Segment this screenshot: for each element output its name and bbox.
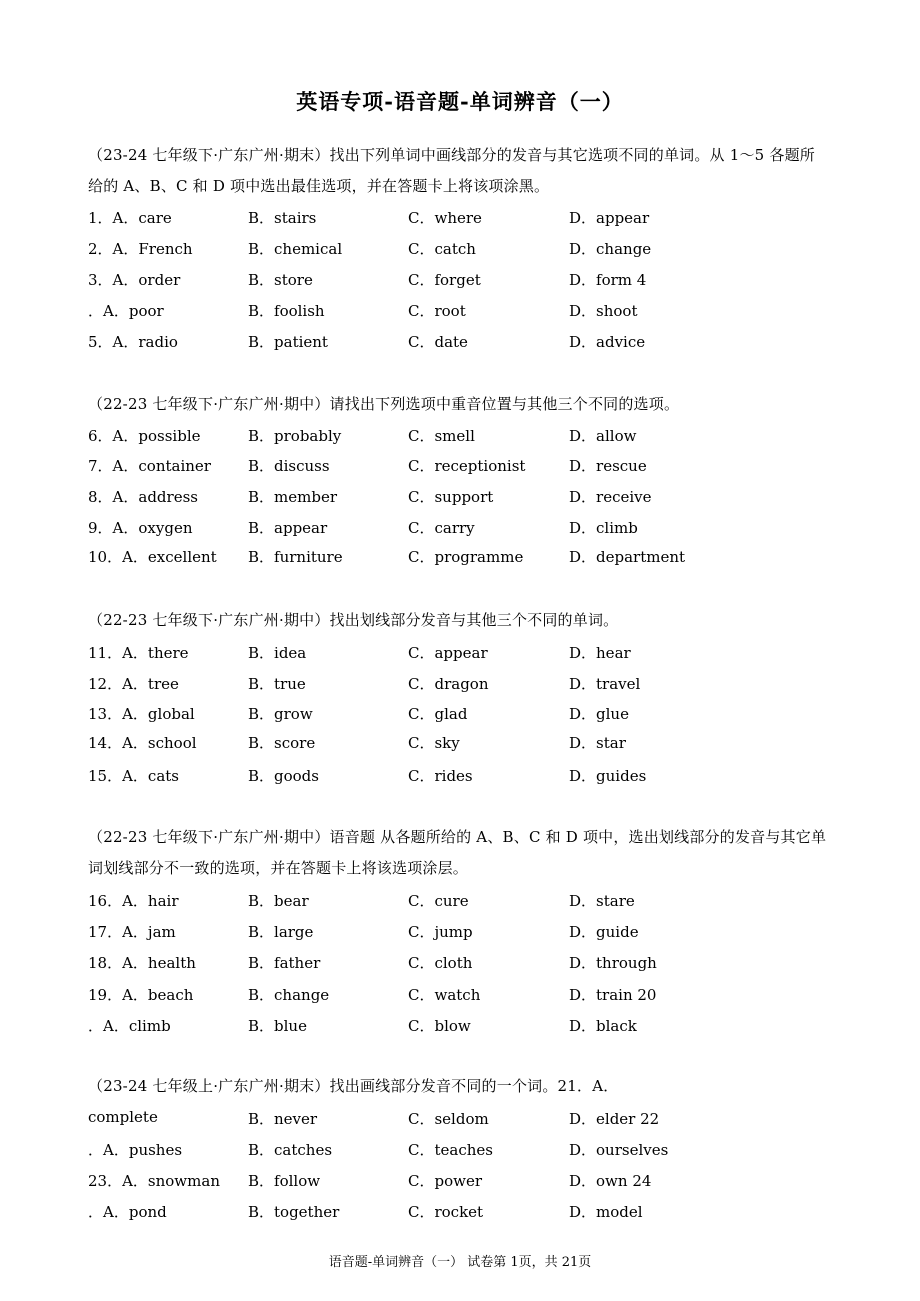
option-c: C．smell — [408, 427, 475, 445]
question-number: 16．A． — [88, 892, 148, 910]
option-c: C．root — [408, 302, 466, 320]
option-b: B．idea — [248, 644, 307, 662]
option-d: D．stare — [569, 892, 635, 910]
question-number: 15．A． — [88, 767, 148, 785]
option-c: C．cloth — [408, 954, 473, 972]
question-row — [88, 921, 828, 945]
question-row — [88, 642, 828, 666]
question-number: 1．A． — [88, 209, 139, 227]
question-row — [88, 517, 828, 541]
option-c: C．rides — [408, 767, 473, 785]
question-number: 12．A． — [88, 675, 148, 693]
option-d: D．climb — [569, 519, 638, 537]
option-c: C．forget — [408, 271, 481, 289]
question-number: 8．A． — [88, 488, 139, 506]
option-d: D．through — [569, 954, 657, 972]
question-row — [88, 546, 828, 570]
option-d: D．form 4 — [569, 271, 647, 289]
option-a: hair — [147, 892, 179, 910]
question-row — [88, 455, 828, 479]
option-c: C．dragon — [408, 675, 489, 693]
option-c: C．cure — [408, 892, 469, 910]
page-footer: 语音题-单词辨音（一） 试卷第 1页，共 21页 — [328, 1255, 592, 1270]
option-c: C．watch — [408, 986, 481, 1004]
option-d: D．shoot — [569, 302, 638, 320]
option-c: C．seldom — [408, 1110, 489, 1128]
question-row — [88, 425, 828, 449]
question-number: 14．A． — [88, 734, 148, 752]
option-d: D．guides — [569, 767, 647, 785]
question-row — [88, 1015, 828, 1039]
option-c: C．receptionist — [408, 457, 526, 475]
option-d: D．hear — [569, 644, 631, 662]
option-b: B．store — [248, 271, 313, 289]
option-a: beach — [147, 986, 194, 1004]
question-number: 23．A． — [88, 1172, 148, 1190]
question-row — [88, 486, 828, 510]
option-d: D．receive — [569, 488, 652, 506]
question-number: 5．A． — [88, 333, 139, 351]
option-c: C．carry — [408, 519, 475, 537]
question-number: 6．A． — [88, 427, 139, 445]
question-number: 17．A． — [88, 923, 148, 941]
section-intro-4: （22-23 七年级下·广东广州·期中）语音题 从各题所给的 A、B、C 和 D 项中，选出划线部分的发音与其它单词划线部分不一致的选项，并在答题卡上将该选项涂层。 — [88, 828, 827, 877]
option-c: C．sky — [408, 734, 460, 752]
option-b: B．never — [248, 1110, 318, 1128]
option-b: B．furniture — [248, 548, 343, 566]
option-b: B．change — [248, 986, 330, 1004]
option-b: B．bear — [248, 892, 309, 910]
question-row — [88, 732, 828, 756]
option-a: container — [138, 457, 211, 475]
option-b: B．appear — [248, 519, 328, 537]
option-a: care — [138, 209, 172, 227]
option-c: C．teaches — [408, 1141, 493, 1159]
question-number: ．A． — [88, 1017, 129, 1035]
option-b: B．together — [248, 1203, 340, 1221]
option-c: C．appear — [408, 644, 488, 662]
question-row — [88, 890, 828, 914]
question-number: 3．A． — [88, 271, 139, 289]
option-c: C．date — [408, 333, 468, 351]
option-d: D．train 20 — [569, 986, 657, 1004]
question-number: 7．A． — [88, 457, 139, 475]
question-row — [88, 269, 828, 293]
option-c: C．support — [408, 488, 494, 506]
option-b: B．large — [248, 923, 314, 941]
option-b: B．patient — [248, 333, 328, 351]
question-row — [88, 331, 828, 355]
question-row — [88, 1108, 828, 1132]
option-d: D．travel — [569, 675, 641, 693]
option-a: global — [147, 705, 195, 723]
option-a: French — [138, 240, 193, 258]
option-d: D．department — [569, 548, 686, 566]
option-c: C．where — [408, 209, 482, 227]
question-row — [88, 1170, 828, 1194]
question-row — [88, 207, 828, 231]
option-a: there — [147, 644, 189, 662]
option-b: B．score — [248, 734, 316, 752]
question-row — [88, 238, 828, 262]
option-a: jam — [147, 923, 176, 941]
option-b: B．grow — [248, 705, 313, 723]
section-intro-5: （23-24 七年级上·广东广州·期末）找出画线部分发音不同的一个词。21．A． — [88, 1077, 619, 1095]
question-number: ．A． — [88, 1203, 129, 1221]
option-d: D．ourselves — [569, 1141, 669, 1159]
option-c: C．power — [408, 1172, 482, 1190]
question-row — [88, 300, 828, 324]
option-a: tree — [147, 675, 179, 693]
section-intro-2: （22-23 七年级下·广东广州·期中）请找出下列选项中重音位置与其他三个不同的选项。 — [88, 395, 680, 413]
option-a: radio — [138, 333, 178, 351]
option-c: C．jump — [408, 923, 473, 941]
option-c: C．rocket — [408, 1203, 484, 1221]
option-a: pond — [128, 1203, 167, 1221]
option-b: B．discuss — [248, 457, 330, 475]
option-b: B．blue — [248, 1017, 307, 1035]
question-number: 9．A． — [88, 519, 139, 537]
option-b: B．chemical — [248, 240, 343, 258]
option-b: B．follow — [248, 1172, 321, 1190]
option-d: D．guide — [569, 923, 639, 941]
option-b: B．foolish — [248, 302, 325, 320]
question-number: 18．A． — [88, 954, 148, 972]
option-b: B．member — [248, 488, 337, 506]
option-d: D．advice — [569, 333, 646, 351]
option-b: B．stairs — [248, 209, 317, 227]
page-title: 英语专项-语音题-单词辨音（一） — [296, 89, 624, 114]
question-row — [88, 1201, 828, 1225]
option-a: possible — [138, 427, 201, 445]
option-b: B．goods — [248, 767, 319, 785]
option-d: D．model — [569, 1203, 643, 1221]
question-number: 2．A． — [88, 240, 139, 258]
question-row — [88, 703, 828, 727]
option-d: D．rescue — [569, 457, 647, 475]
option-c: C．glad — [408, 705, 468, 723]
section-intro-1: （23-24 七年级下·广东广州·期末）找出下列单词中画线部分的发音与其它选项不同的单词。从 1～5 各题所给的 A、B、C 和 D 项中选出最佳选项，并在答题卡上将该项涂黑。 — [88, 146, 815, 195]
option-a: order — [138, 271, 181, 289]
option-d: D．change — [569, 240, 652, 258]
question-number: ．A． — [88, 1141, 129, 1159]
option-d: D．black — [569, 1017, 637, 1035]
question-number: 19．A． — [88, 986, 148, 1004]
question-row — [88, 952, 828, 976]
option-a: climb — [128, 1017, 171, 1035]
question-row — [88, 984, 828, 1008]
option-d: D．glue — [569, 705, 629, 723]
option-a: snowman — [147, 1172, 220, 1190]
option-a: school — [147, 734, 197, 752]
question-number: ．A． — [88, 302, 129, 320]
option-b: B．catches — [248, 1141, 333, 1159]
question-row — [88, 673, 828, 697]
option-b: B．probably — [248, 427, 342, 445]
option-d: D．appear — [569, 209, 650, 227]
option-c: C．blow — [408, 1017, 471, 1035]
question-number: 13．A． — [88, 705, 148, 723]
question-row — [88, 765, 828, 789]
option-a: health — [147, 954, 196, 972]
section-intro-3: （22-23 七年级下·广东广州·期中）找出划线部分发音与其他三个不同的单词。 — [88, 611, 619, 629]
option-d: D．allow — [569, 427, 637, 445]
option-d: D．own 24 — [569, 1172, 652, 1190]
option-a: pushes — [128, 1141, 183, 1159]
option-a: excellent — [147, 548, 217, 566]
question-number: 10．A． — [88, 548, 148, 566]
option-d: D．elder 22 — [569, 1110, 660, 1128]
question-number: 11．A． — [88, 644, 148, 662]
option-c: C．programme — [408, 548, 524, 566]
option-b: B．father — [248, 954, 321, 972]
option-a: oxygen — [138, 519, 193, 537]
option-c: C．catch — [408, 240, 476, 258]
option-d: D．star — [569, 734, 626, 752]
option-a: poor — [128, 302, 164, 320]
option-b: B．true — [248, 675, 306, 693]
question-row — [88, 1139, 828, 1163]
option-a: complete — [88, 1108, 158, 1126]
option-a: address — [138, 488, 198, 506]
option-a: cats — [147, 767, 179, 785]
